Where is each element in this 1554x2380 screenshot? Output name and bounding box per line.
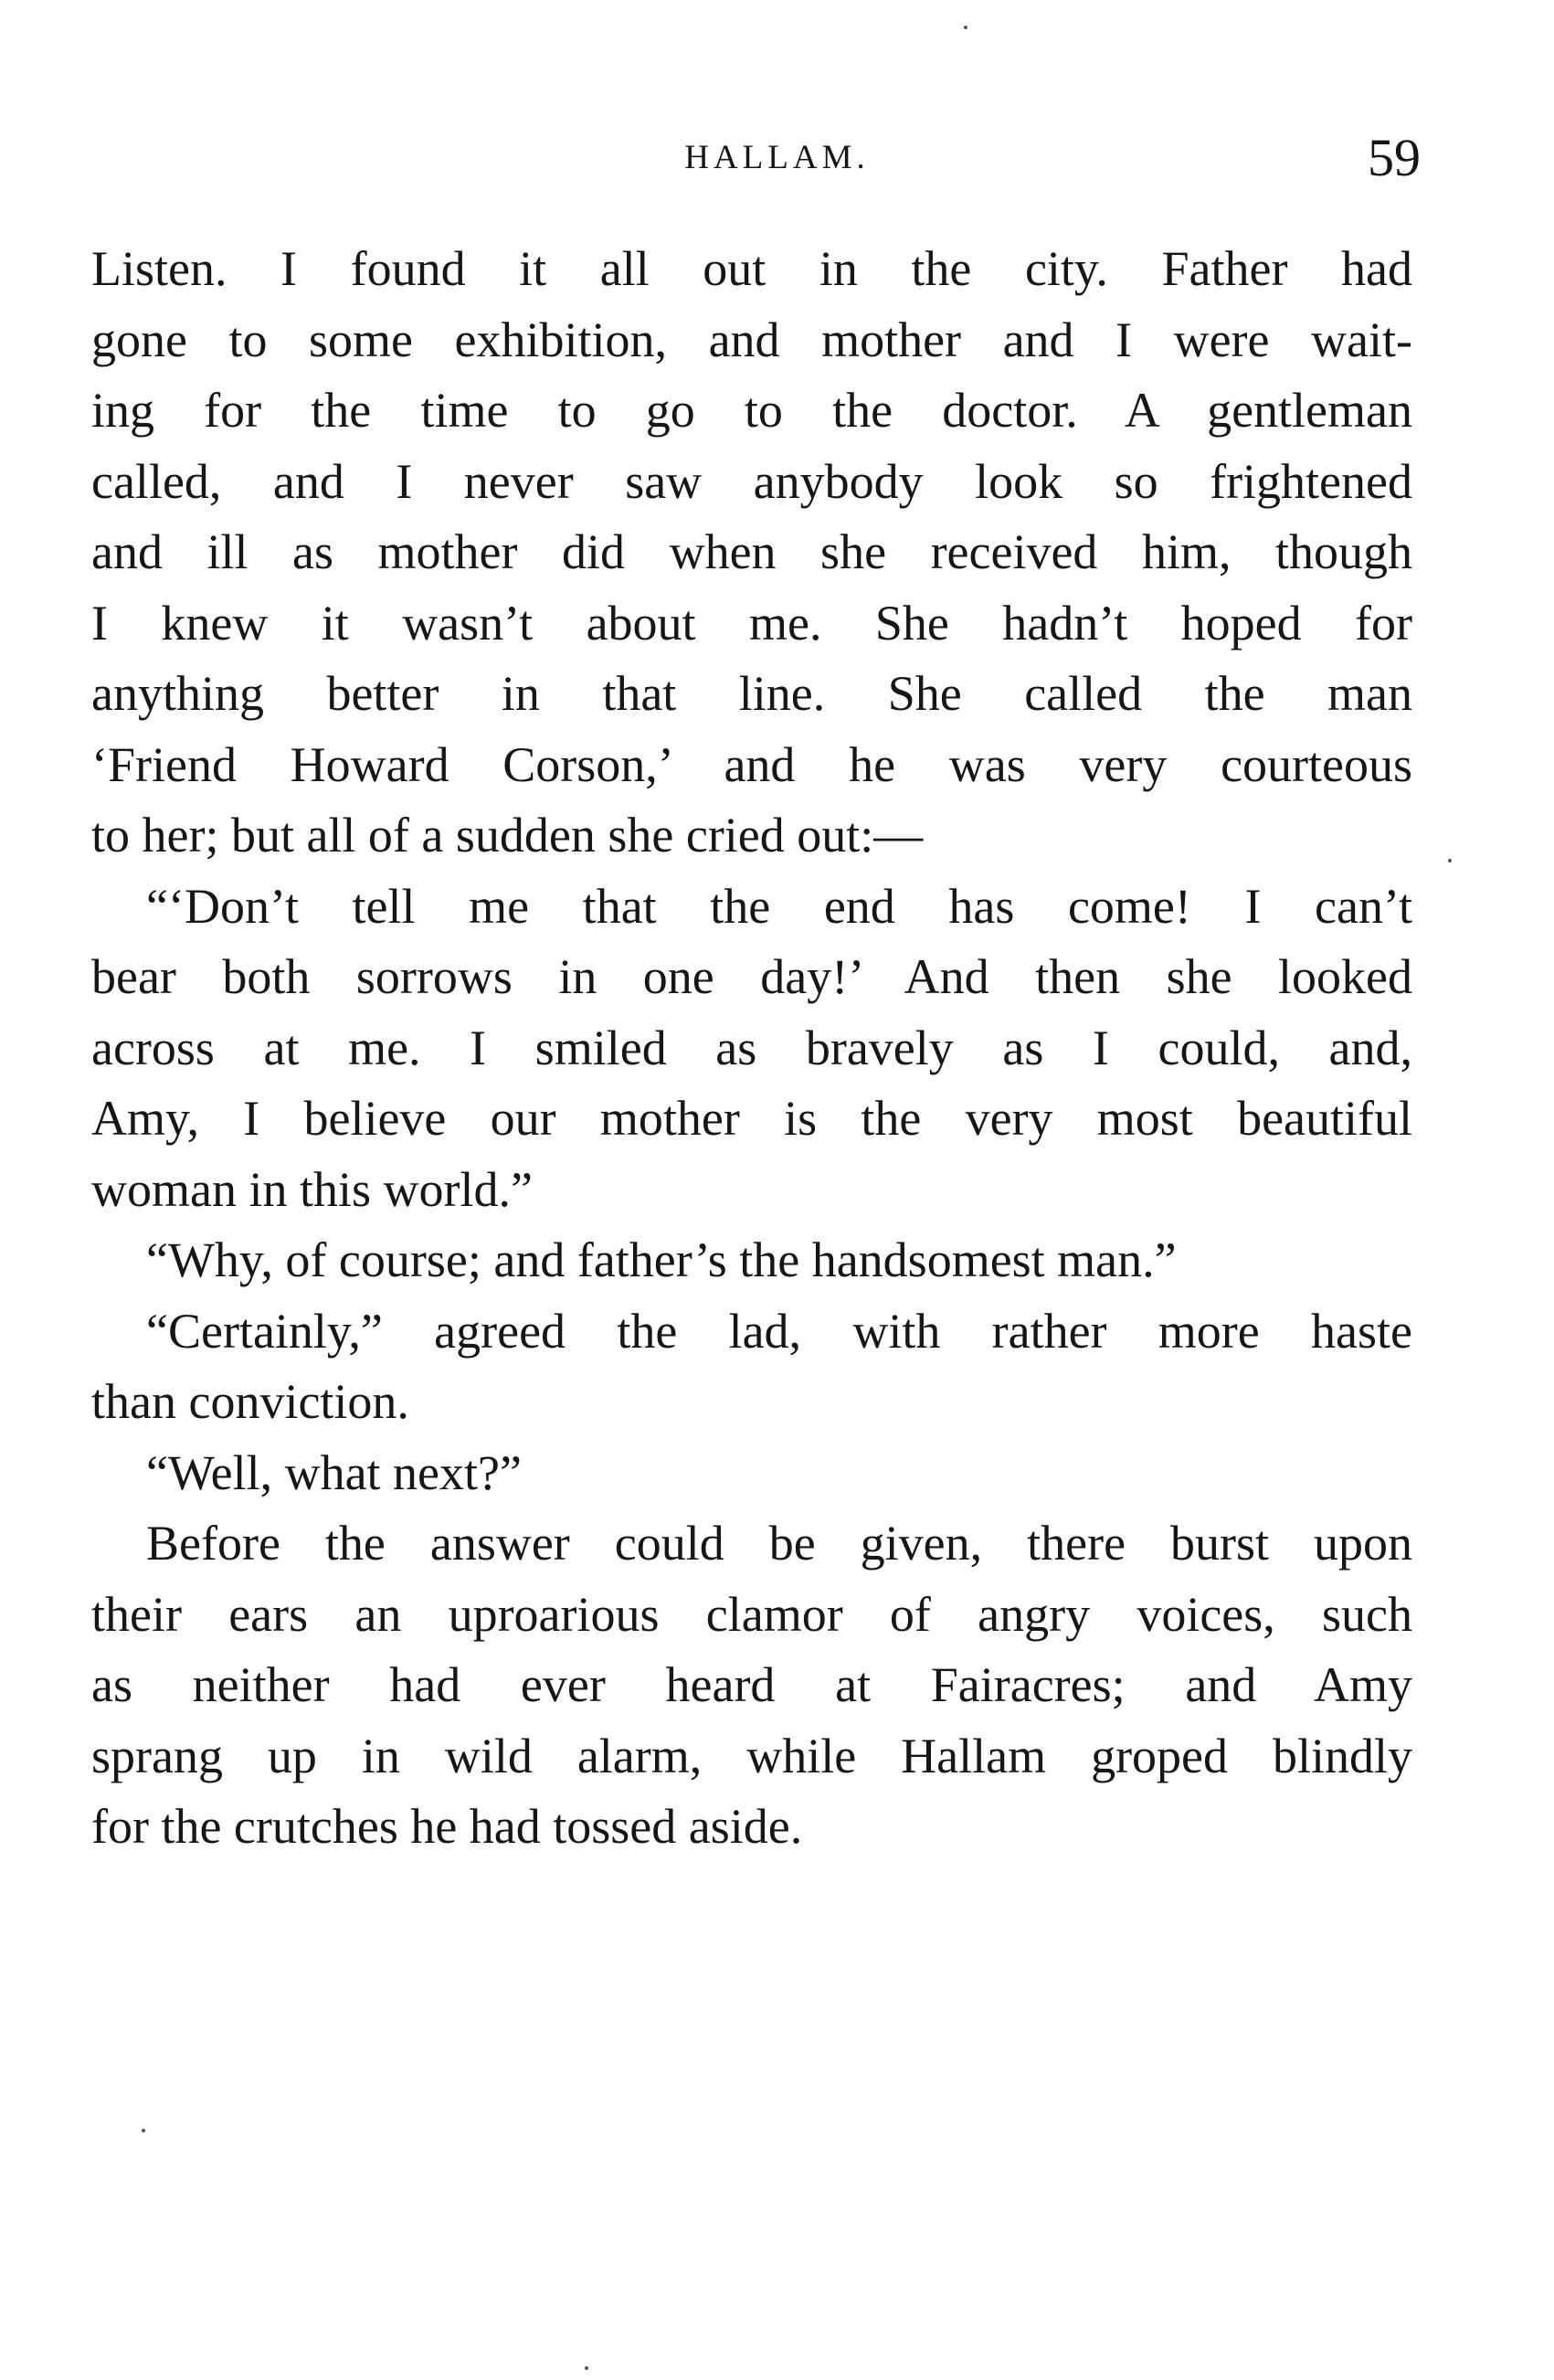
text-line: woman in this world.” <box>91 1161 533 1217</box>
page-number: 59 <box>1368 128 1421 187</box>
text-line: as neither had ever heard at Fairacres; and Amy <box>91 1657 1412 1712</box>
text-line: Amy, I believe our mother is the very most beautiful <box>91 1091 1412 1146</box>
text-line: Listen. I found it all out in the city. Father had <box>91 241 1412 296</box>
text-line: across at me. I smiled as bravely as I could, and, <box>91 1020 1412 1075</box>
text-line: their ears an uproarious clamor of angry voices, such <box>91 1586 1412 1642</box>
paper-speck <box>585 2366 588 2370</box>
text-line: than conviction. <box>91 1374 409 1429</box>
running-title: HALLAM. <box>684 139 870 176</box>
text-line: for the crutches he had tossed aside. <box>91 1799 803 1854</box>
text-line: gone to some exhibition, and mother and I were wait- <box>91 312 1412 367</box>
text-line: and ill as mother did when she received him, though <box>91 524 1412 579</box>
text-line: sprang up in wild alarm, while Hallam groped blindly <box>91 1728 1412 1783</box>
text-line: bear both sorrows in one day!’ And then she looked <box>91 949 1412 1004</box>
text-line: “Well, what next?” <box>146 1444 522 1500</box>
text-line: Before the answer could be given, there burst upon <box>146 1516 1412 1571</box>
text-line: I knew it wasn’t about me. She hadn’t hoped for <box>91 595 1412 651</box>
text-line: called, and I never saw anybody look so frightened <box>91 453 1412 509</box>
text-line: ing for the time to go to the doctor. A gentleman <box>91 383 1412 438</box>
paper-speck <box>142 2129 145 2132</box>
text-line: anything better in that line. She called the man <box>91 666 1412 721</box>
text-line: “Certainly,” agreed the lad, with rather more haste <box>146 1303 1412 1359</box>
paper-speck <box>1448 859 1452 862</box>
text-line: to her; but all of a sudden she cried out:— <box>91 808 924 862</box>
text-line: ‘Friend Howard Corson,’ and he was very courteous <box>91 736 1412 792</box>
text-line: “‘Don’t tell me that the end has come! I can’t <box>146 878 1412 934</box>
text-line: “Why, of course; and father’s the handsomest man.” <box>146 1232 1177 1287</box>
paper-speck <box>964 26 967 29</box>
body-text <box>91 234 1412 1863</box>
